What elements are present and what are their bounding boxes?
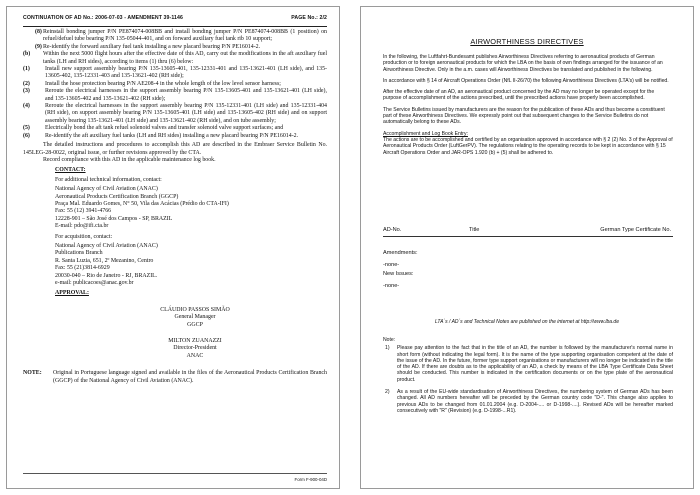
contact-line: R. Santa Luzia, 651, 2º Mezanino, Centro (55, 257, 154, 264)
intro-paragraph: In accordance with § 14 of Aircraft Operations Order (NfL II-26/70) the following Airworthiness Directives (LTA's) will be notified. (383, 77, 669, 84)
accomplishment-paragraph: The actions are to be accomplished and certified by an organisation approved in accordance with § 2 (2) No. 3 of the Approval of Aeronautical Products Order (LuftGerPV). The regulations relating to the operating records to be kept in accordance with § 15 Aircraft Operations Order and JAR-OPS 1.920 (b) + (5) shall be adhered to. (383, 136, 673, 156)
amendments-value: -none- (383, 262, 400, 269)
paragraph-b: (b) Within the next 5000 flight hours after the effective date of this AD, carry out the modifications in the aft auxiliary fuel tanks (LH and RH sides), according to items (1) thru (6) below: (23, 51, 327, 65)
list-item: (4) Reroute the electrical harnesses in the support assembly bearing P/N 135-12331-401 (LH side) and 135-12331-404 (RH side), on support assembly bearing P/N 135-13605-401 (LH side) and 135-13605-402 (RH side) and on support assembly bearing 135-13621-401 (LH side) and 135-13621-402 (RH side), and on tube assembly; (23, 103, 327, 124)
form-number: Form F-900-04D (294, 477, 327, 482)
intro-paragraph: In the following, the Luftfahrt-Bundesamt publishes Airworthiness Directives referring to aeronautical products of German production or to foreign aeronautical products for which the LBA on the basis of own findings arranged for the issuance of an Airworthiness Directive. Only in the a.m. cases will Airworthiness Directives be translated and published in the following. (383, 54, 663, 73)
header-ad-number: CONTINUATION OF AD No.: 2006-07-03 - AMENDMENT 39-1146 (23, 15, 183, 21)
signer-title: Director-President (173, 345, 217, 352)
header-page-number: PAGE No.: 2/2 (291, 15, 327, 21)
contact-line: National Agency of Civil Aviation (ANAC) (55, 186, 158, 193)
list-item: (8) Reinstall bonding jumper P/N PE874074-008BB and install bonding jumper P/N PE874074-008BB (1 position) on refuel/defuel tube bearing P/N 135-05044-401, and on forward auxiliary fuel tank rib 10 support; (35, 29, 327, 43)
note-item: 1) Please pay attention to the fact that in the title of an AD, the number is followed by the manufacturer's normal name in short form (without indicating the legal form). It is the name of the type supporting organisation competent at the date of the issue of the AD. In the future, former type support organisations or manufacturers will no longer be indicated in the title of the AD. If there are doubts as to the applicability of an AD, a check by means of the LBA Type Certificate Data Sheet should be conducted. This number is indicated in the certification documents or on the type plate of the aeronautical product. (385, 345, 673, 383)
page-title: AIRWORTHINESS DIRECTIVES (470, 37, 584, 46)
column-title: Title (469, 227, 480, 233)
new-issues-value: -none- (383, 283, 400, 290)
contact-intro: For additional technical information, contact: (55, 176, 162, 183)
notes-label: Note: (383, 337, 396, 343)
contact-line: Fax: 55 (12) 3941-4766 (55, 208, 112, 215)
list-item: (5) Electrically bond the aft tank refuel solenoid valves and transfer solenoid valve support surfaces; and (23, 125, 284, 132)
intro-paragraph: The Service Bulletins issued by manufacturers are the reason for the publication of these ADs and thus become a constituent part of these Airworthiness Directives. We expressly point out that subsequent changes to the Service Bulletins do not automatically belong to these ADs. (383, 106, 665, 126)
header-divider (23, 26, 327, 27)
contact-heading: CONTACT: (55, 167, 86, 174)
contact-line: Aeronautical Products Certification Branch (GGCP) (55, 193, 179, 200)
signature-block-1 (63, 307, 327, 329)
amendments-label: Amendments: (383, 249, 418, 256)
contact-email[interactable]: e-mail: publicacoes@anac.gov.br (55, 280, 134, 286)
approval-heading: APPROVAL: (55, 290, 89, 297)
list-item: (6) Re-identify the aft auxiliary fuel tanks (LH and RH sides) installing a new placard bearing P/N PE16014-2. (23, 132, 299, 139)
contact-email[interactable]: E-mail: pdo@ifi.cta.br (55, 223, 109, 230)
note-item: 2) As a result of the EU-wide standardisation of Airworthiness Directives, the numbering system of German ADs has been changed. All AD numbers hereafter will be preceded by the German country code "D-". This change also applies to previous ADs to be changed from 01.01.2004 (e.g. D-2004-.... or D-1998-....). Revised ADs will be hereafter marked consecutively with "R" (Revision) (e.g. D-1998-...R1). (385, 389, 673, 414)
contact-section (55, 167, 327, 298)
column-type-cert: German Type Certificate No. (600, 227, 671, 233)
acquisition-intro: For acquisition, contact: (55, 233, 113, 240)
new-issues-label: New Issues: (383, 270, 414, 277)
contact-line: National Agency of Civil Aviation (ANAC) (55, 242, 158, 249)
ad-page-right (360, 6, 694, 489)
intro-section (383, 54, 673, 156)
signer-name: MILTON ZUANAZZI (168, 338, 222, 345)
column-ad-no: AD-No. (383, 227, 402, 233)
signature-block-2 (63, 338, 327, 360)
contact-line: Praça Mal. Eduardo Gomes, N° 50, Vila das Acácias (Prédio do CTA-IFI) (55, 200, 229, 207)
intro-paragraph: After the effective date of an AD, an aeronautical product concerned by the AD may no longer be operated except for the purpose of accomplishment of the actions prescribed, until the prescribed actions have properly been accomplished. (383, 89, 655, 102)
record-paragraph: Record compliance with this AD in the applicable maintenance log book. (43, 156, 216, 163)
contact-line: Fax: 55 (21)3814-6929 (55, 265, 110, 272)
accomplishment-heading: Accomplishment and Log Book Entry: (383, 130, 468, 137)
lba-website-line: LTA´s / AD´s and Technical Notes are published on the internet at http://www.lba.de (435, 319, 619, 325)
notes-section (383, 337, 673, 414)
detail-paragraph: The detailed instructions and procedures to accomplish this AD are described in the Embraer Service Bulletin No. 145LEG-28-0022, original issue, or further revisions approved by the CTA. (23, 142, 327, 156)
page-header (23, 15, 327, 25)
list-item: (1) Install new support assembly bearing P/N 135-13605-401, 135-12331-401 and 135-13621-401 (LH side), and 135-13605-402, 135-12331-403 and 135-13621-402 (RH side); (23, 66, 327, 80)
signer-org: ANAC (186, 352, 204, 359)
contact-line: 20030-040 – Rio de Janeiro - RJ, BRAZIL. (55, 272, 158, 279)
footer-divider (23, 473, 327, 474)
table-header-divider (383, 236, 673, 237)
list-item: (2) Install the hose protection bearing P/N AE208-4 in the whole length of the low level sensor harness; (23, 80, 281, 87)
signer-title: General Manager (174, 314, 216, 321)
list-item: (9) Re-identify the forward auxiliary fuel tank installing a new placard bearing P/N PE16014-2. (35, 43, 261, 50)
list-item: (3) Reroute the electrical harnesses in the support assembly bearing P/N 135-13605-401 and 135-13621-401 (LH side), and 135-13605-402 and 135-13621-402 (RH side); (23, 88, 327, 102)
contact-line: Publications Branch (55, 250, 103, 257)
ad-body (23, 29, 327, 385)
signer-org: GGCP (187, 321, 203, 328)
new-issues-block (383, 265, 413, 296)
note-paragraph: NOTE: Original in Portuguese language signed and available in the files of the Aeronautical Products Certification Branch (GGCP) of the National Agency of Civil Aviation (ANAC). (23, 370, 327, 384)
ad-page-left (6, 6, 340, 489)
signer-name: CLÁUDIO PASSOS SIMÃO (160, 306, 230, 313)
contact-line: 12228-901 – São José dos Campos - SP, BRAZIL (55, 215, 173, 222)
